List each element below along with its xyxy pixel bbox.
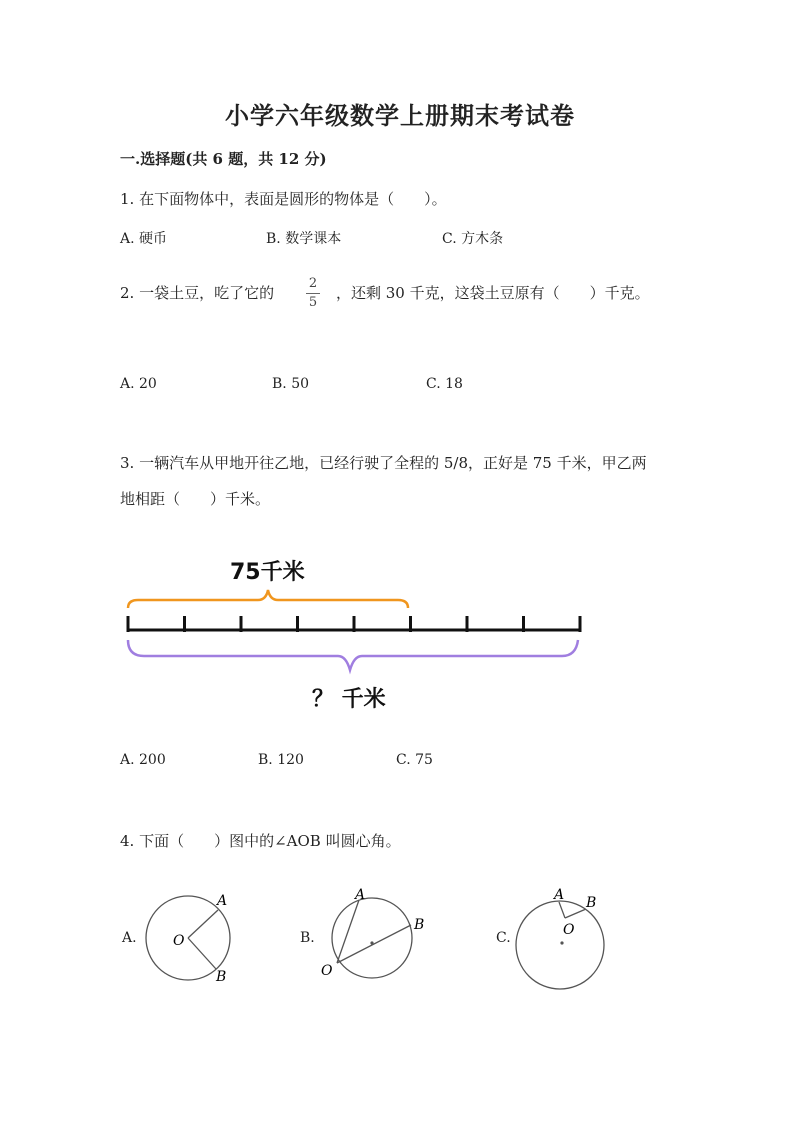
question-3-line-1: 3. 一辆汽车从甲地开往乙地，已经行驶了全程的 5/8，正好是 75 千米，甲乙两 — [120, 454, 647, 472]
question-4-text: 4. 下面（ ）图中的∠AOB 叫圆心角。 — [120, 832, 401, 850]
page-title: 小学六年级数学上册期末考试卷 — [225, 101, 575, 130]
fraction-two-fifths — [306, 276, 320, 311]
q2-option-c: C. 18 — [426, 376, 463, 392]
line-segment-diagram — [110, 580, 600, 680]
diagram-top-label: 75千米 — [230, 560, 305, 585]
q1-option-b: B. 数学课本 — [266, 231, 342, 247]
section-heading: 一.选择题(共 6 题，共 12 分) — [120, 150, 327, 168]
circle-figure-b — [315, 885, 435, 990]
q1-option-c: C. 方木条 — [442, 231, 504, 247]
question-3-line-2: 地相距（ ）千米。 — [120, 490, 271, 508]
diagram-bottom-label: ？ 千米 — [312, 687, 386, 712]
q3-option-a: A. 200 — [120, 752, 166, 768]
fraction-numerator: 2 — [308, 276, 318, 291]
label-b: B — [414, 917, 425, 933]
q3-option-c: C. 75 — [396, 752, 433, 768]
label-o: O — [563, 922, 575, 938]
q2-option-a: A. 20 — [120, 376, 157, 392]
label-b: B — [586, 895, 597, 911]
q4-option-a-letter: A. — [122, 930, 137, 946]
question-2-text-end: ，还剩 30 千克，这袋土豆原有（ ）千克。 — [336, 284, 650, 302]
bottom-brace — [128, 640, 578, 670]
q4-option-c-letter: C. — [496, 930, 511, 946]
label-o: O — [321, 963, 333, 979]
label-o: O — [173, 933, 185, 949]
top-brace — [128, 590, 408, 608]
label-a: A — [217, 893, 228, 909]
fraction-denominator: 5 — [308, 295, 318, 310]
question-1-text: 1. 在下面物体中，表面是圆形的物体是（ ）。 — [120, 190, 447, 208]
question-2-text-start: 2. 一袋土豆，吃了它的 — [120, 284, 275, 302]
fraction-bar — [306, 293, 320, 294]
circle-figure-c — [510, 885, 620, 995]
q1-option-a: A. 硬币 — [120, 231, 168, 247]
q4-option-b-letter: B. — [300, 930, 315, 946]
label-b: B — [216, 969, 227, 985]
circle-figure-a — [140, 885, 250, 990]
label-a: A — [355, 887, 366, 903]
q2-option-b: B. 50 — [272, 376, 310, 392]
label-a: A — [554, 887, 565, 903]
q3-option-b: B. 120 — [258, 752, 304, 768]
